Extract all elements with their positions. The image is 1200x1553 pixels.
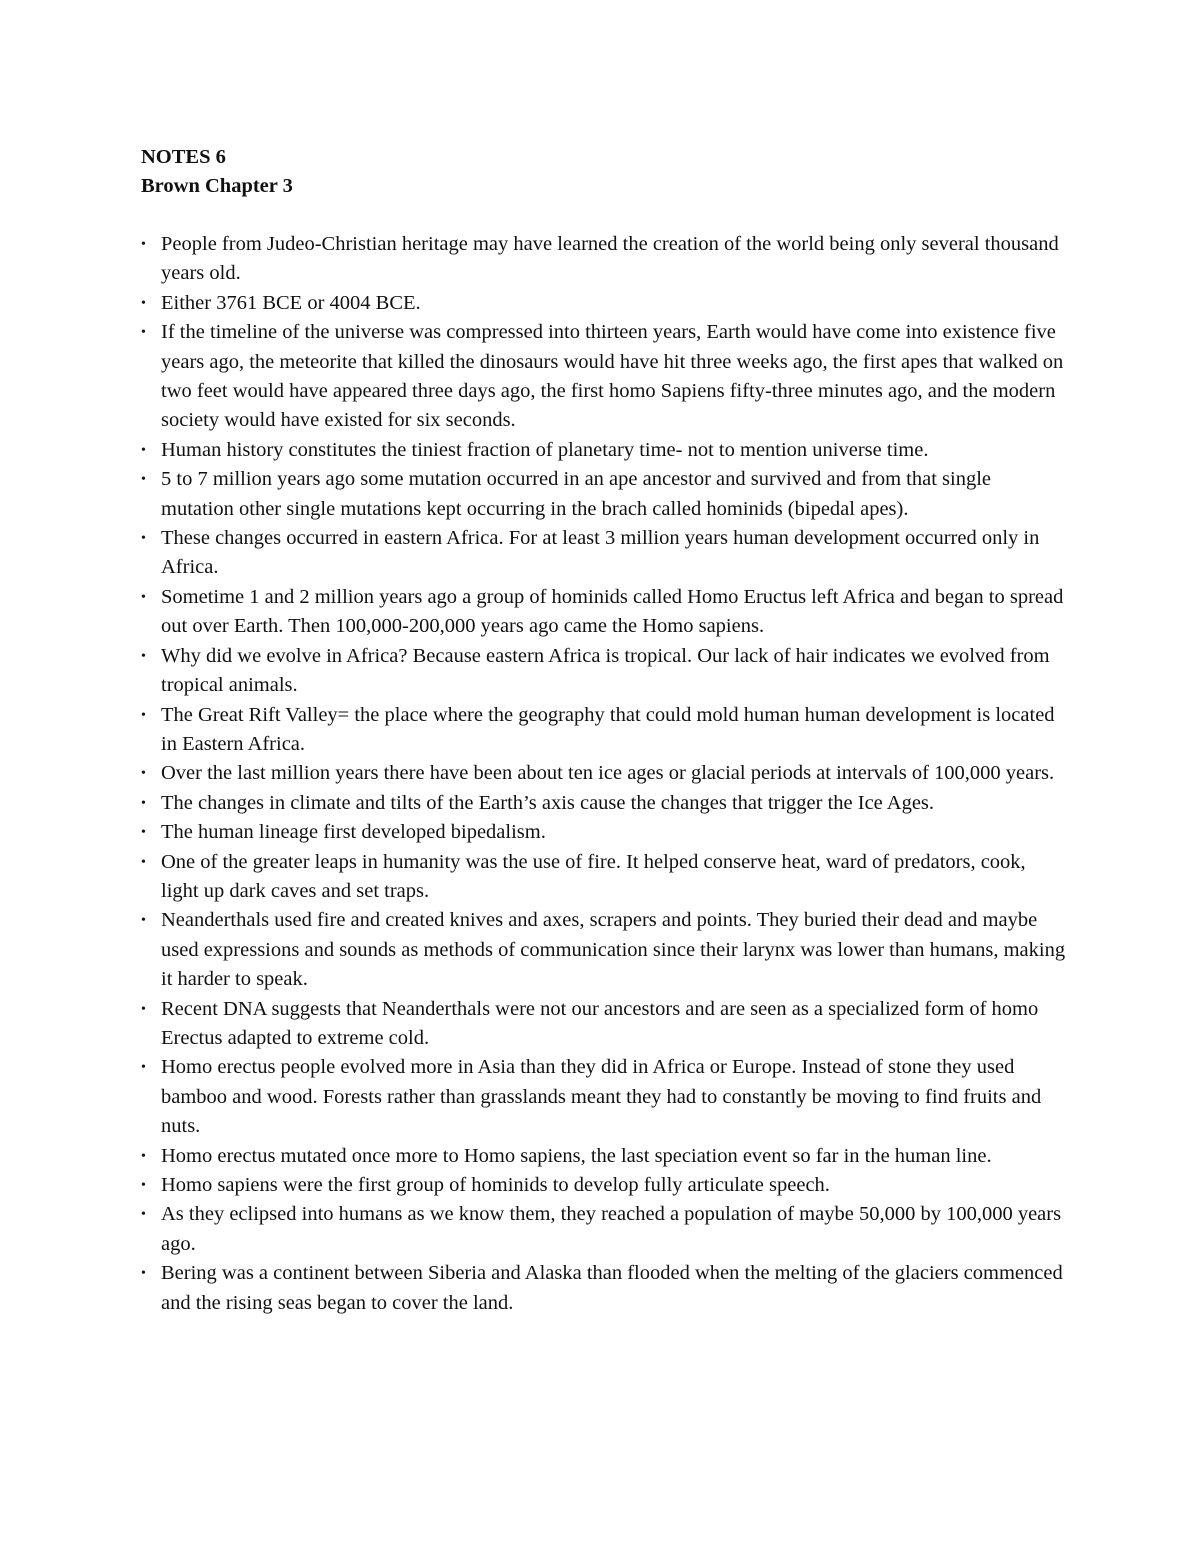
list-item — [141, 1200, 1066, 1259]
bullet-icon: • — [141, 825, 146, 841]
list-item-text: One of the greater leaps in humanity was the use of fire. It helped conserve heat, ward of predators, cook, light up dark caves and set traps. — [161, 850, 1026, 902]
list-item — [141, 1053, 1066, 1141]
list-item — [141, 995, 1066, 1054]
bullet-icon: • — [141, 531, 146, 547]
list-item-text: Neanderthals used fire and created knives and axes, scrapers and points. They buried their dead and maybe used expressions and sounds as methods of communication since their larynx was lower than humans, making it harder to speak. — [161, 909, 1066, 991]
list-item — [141, 289, 1066, 318]
list-item — [141, 759, 1066, 788]
list-item-text: The changes in climate and tilts of the Earth’s axis cause the changes that trigger the Ice Ages. — [161, 791, 935, 814]
list-item-text: Homo erectus mutated once more to Homo sapiens, the last speciation event so far in the human line. — [161, 1144, 992, 1167]
list-item — [141, 465, 1066, 524]
bullet-icon: • — [141, 648, 146, 664]
bullet-icon: • — [141, 1060, 146, 1076]
bullet-icon: • — [141, 237, 146, 252]
bullet-icon: • — [141, 1001, 146, 1017]
bullet-icon: • — [141, 325, 146, 341]
list-item-text: People from Judeo-Christian heritage may have learned the creation of the world being only several thousand years old. — [161, 233, 1059, 285]
bullet-icon: • — [141, 1207, 146, 1223]
list-item — [141, 701, 1066, 760]
list-item-text: The Great Rift Valley= the place where the geography that could mold human human development is located in Eastern Africa. — [161, 703, 1055, 755]
list-item-text: 5 to 7 million years ago some mutation occurred in an ape ancestor and survived and from that single mutation other single mutations kept occurring in the brach called hominids (bipedal apes). — [161, 468, 992, 520]
page-subtitle: Brown Chapter 3 — [141, 175, 293, 198]
list-item-text: Homo sapiens were the first group of hominids to develop fully articulate speech. — [161, 1174, 830, 1196]
list-item — [141, 230, 1066, 289]
list-item-text: Why did we evolve in Africa? Because eastern Africa is tropical. Our lack of hair indicates we evolved from tropical animals. — [161, 644, 1050, 697]
list-item — [141, 642, 1066, 701]
list-item-text: Human history constitutes the tiniest fraction of planetary time- not to mention universe time. — [161, 438, 929, 461]
list-item-text: Homo erectus people evolved more in Asia than they did in Africa or Europe. Instead of stone they used bamboo and wood. Forests rather than grasslands meant they had to constantly be moving to find fruits and nuts. — [161, 1056, 1042, 1138]
list-item — [141, 1259, 1066, 1318]
bullet-icon: • — [141, 295, 146, 311]
list-item-text: These changes occurred in eastern Africa. For at least 3 million years human development occurred only in Africa. — [161, 527, 1040, 579]
list-item-text: Sometime 1 and 2 million years ago a group of hominids called Homo Eructus left Africa and began to spread out over Earth. Then 100,000-200,000 years ago came the Homo sapiens. — [161, 585, 1064, 638]
document-heading — [141, 143, 1061, 202]
list-item — [141, 906, 1066, 994]
bullet-icon: • — [141, 1178, 146, 1193]
bullet-icon: • — [141, 442, 146, 458]
list-item — [141, 436, 1066, 465]
bullet-icon: • — [141, 707, 146, 723]
bullet-icon: • — [141, 854, 146, 870]
list-item — [141, 318, 1066, 436]
list-item — [141, 789, 1066, 818]
list-item-text: As they eclipsed into humans as we know them, they reached a population of maybe 50,000 by 100,000 years ago. — [161, 1203, 1062, 1255]
bullet-icon: • — [141, 1266, 146, 1282]
page-title: NOTES 6 — [141, 146, 226, 168]
notes-list — [141, 230, 1066, 1318]
list-item-text: Either 3761 BCE or 4004 BCE. — [161, 291, 421, 314]
bullet-icon: • — [141, 1148, 146, 1164]
list-item-text: The human lineage first developed bipedalism. — [161, 821, 546, 844]
list-item — [141, 848, 1066, 907]
list-item — [141, 1142, 1066, 1171]
list-item — [141, 1171, 1066, 1200]
bullet-icon: • — [141, 766, 146, 782]
list-item-text: Over the last million years there have been about ten ice ages or glacial periods at intervals of 100,000 years. — [161, 762, 1055, 785]
bullet-icon: • — [141, 472, 146, 488]
bullet-icon: • — [141, 589, 146, 605]
list-item-text: Bering was a continent between Siberia and Alaska than flooded when the melting of the glaciers commenced and the rising seas began to cover the land. — [161, 1262, 1063, 1314]
list-item-text: If the timeline of the universe was compressed into thirteen years, Earth would have come into existence five years ago, the meteorite that killed the dinosaurs would have hit three weeks ago, the first apes that walked on two feet would have appeared three days ago, the first homo Sapiens fifty-three minutes ago, and the modern society would have existed for six seconds. — [161, 321, 1064, 432]
bullet-icon: • — [141, 795, 146, 811]
list-item — [141, 583, 1066, 642]
list-item-text: Recent DNA suggests that Neanderthals were not our ancestors and are seen as a specialized form of homo Erectus adapted to extreme cold. — [161, 997, 1039, 1049]
list-item — [141, 524, 1066, 583]
bullet-icon: • — [141, 913, 146, 929]
list-item — [141, 818, 1066, 847]
